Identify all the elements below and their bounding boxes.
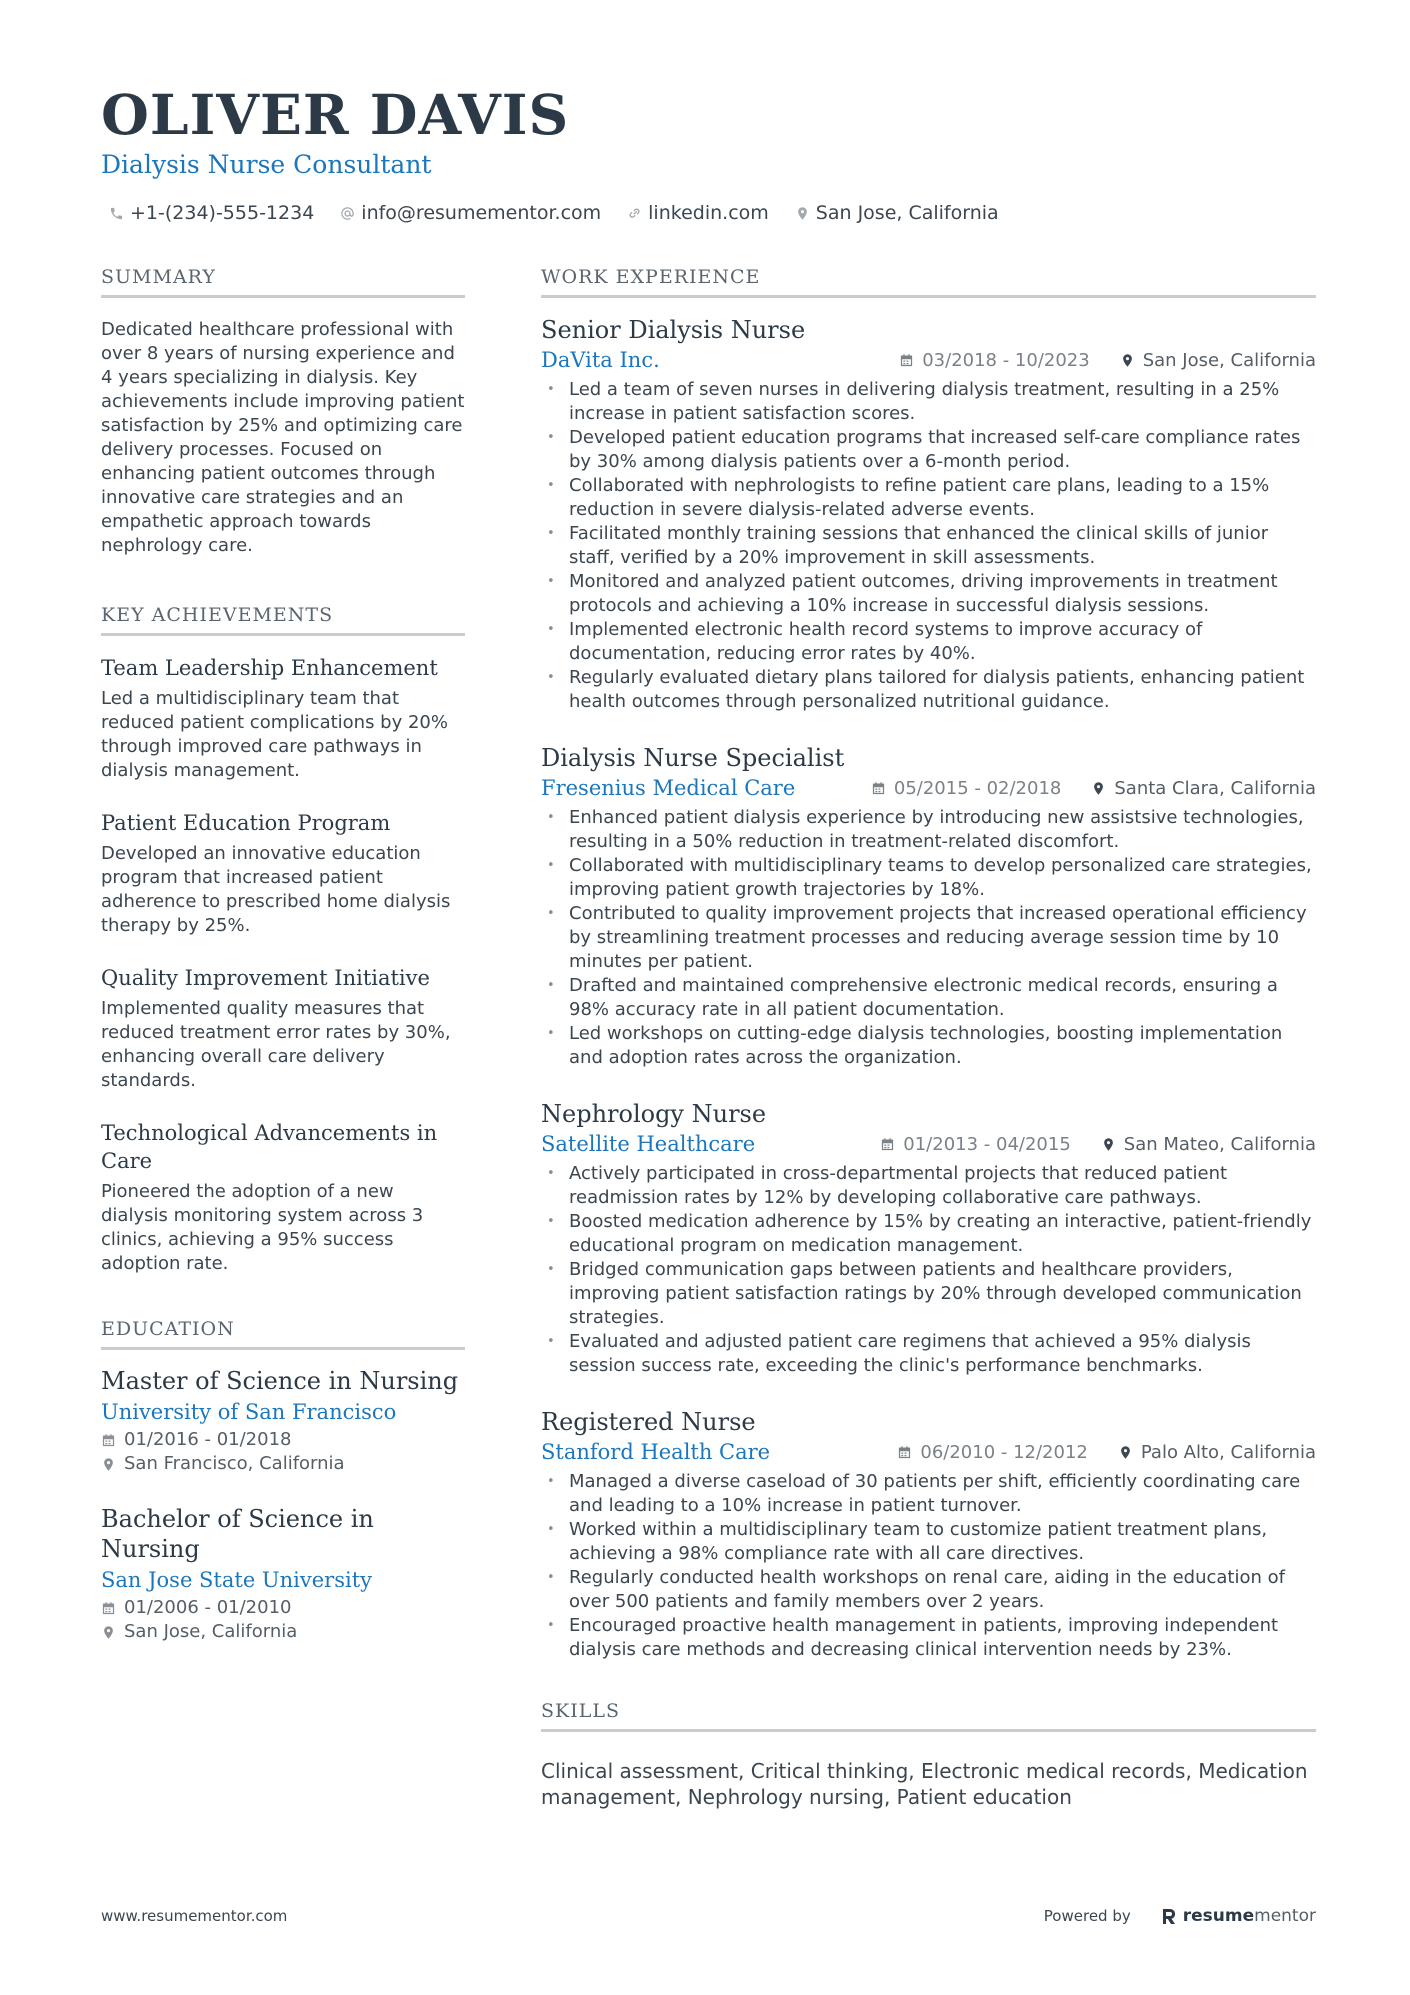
footer-website[interactable]: www.resumementor.com: [101, 1907, 288, 1925]
brand-thin: mentor: [1254, 1906, 1316, 1926]
job-company: DaVita Inc.: [541, 348, 660, 372]
job-bullet: • Led workshops on cutting-edge dialysis technologies, boosting implementation and adoption rates across the organization.: [541, 1022, 1316, 1070]
job-bullet: • Boosted medication adherence by 15% by creating an interactive, patient-friendly educational program on medication management.: [541, 1210, 1316, 1258]
job-title: Dialysis Nurse Specialist: [541, 744, 845, 772]
job-bullets: [541, 378, 1316, 714]
linkedin-text: linkedin.com: [648, 202, 769, 224]
job-meta-row: [541, 776, 1316, 800]
calendar-icon: [101, 1433, 116, 1448]
powered-by-label: Powered by: [1043, 1907, 1131, 1925]
contact-row: [109, 202, 1321, 224]
calendar-icon: [871, 781, 886, 796]
job-bullet: • Facilitated monthly training sessions that enhanced the clinical skills of junior staff, verified by a 20% improvement in skill assessments.: [541, 522, 1316, 570]
education-degree: Bachelor of Science in Nursing: [101, 1505, 374, 1563]
job-bullet: • Encouraged proactive health management in patients, improving independent dialysis care methods and decreasing clinical intervention needs by 23%.: [541, 1614, 1316, 1662]
map-pin-icon: [1101, 1137, 1116, 1152]
job-bullet: • Drafted and maintained comprehensive electronic medical records, ensuring a 98% accuracy rate in all patient documentation.: [541, 974, 1316, 1022]
education-location-text: San Jose, California: [124, 1621, 298, 1642]
right-column: [541, 266, 1316, 1810]
job-bullet: • Implemented electronic health record systems to improve accuracy of documentation, reducing error rates by 40%.: [541, 618, 1316, 666]
job-title: Registered Nurse: [541, 1408, 756, 1436]
job-location: [1101, 1134, 1316, 1155]
brand-logo[interactable]: [1161, 1906, 1316, 1926]
job-bullet: • Actively participated in cross-departmental projects that reduced patient readmission rates by 12% by developing collaborative care pathways.: [541, 1162, 1316, 1210]
skills-section: [541, 1700, 1316, 1810]
link-icon: [627, 206, 642, 221]
job-title: Senior Dialysis Nurse: [541, 316, 806, 344]
job-dates-text: 05/2015 - 02/2018: [893, 777, 1062, 799]
job-dates: [899, 350, 1090, 371]
skills-heading: SKILLS: [541, 1700, 1316, 1732]
achievement-desc: Pioneered the adoption of a new dialysis monitoring system across 3 clinics, achieving a 95% success adoption rate.: [101, 1181, 424, 1274]
achievement-item: [101, 1119, 465, 1276]
map-pin-icon: [101, 1457, 116, 1472]
education-dates: [101, 1596, 465, 1620]
contact-linkedin[interactable]: [627, 202, 769, 224]
calendar-icon: [101, 1601, 116, 1616]
job-meta: [899, 350, 1316, 371]
education-heading: EDUCATION: [101, 1318, 465, 1350]
job-entry: [541, 742, 1316, 1070]
education-school: University of San Francisco: [101, 1400, 397, 1424]
job-bullet: • Bridged communication gaps between patients and healthcare providers, improving patient satisfaction ratings by 20% through developed communication strategies.: [541, 1258, 1316, 1330]
education-dates: [101, 1428, 465, 1452]
location-text: San Jose, California: [815, 202, 999, 224]
summary-text: Dedicated healthcare professional with over 8 years of nursing experience and 4 years specializing in dialysis. Key achievements include improving patient satisfaction by 25% and optimizing care delivery processes. Focused on enhancing patient outcomes through innovative care strategies and an empathetic approach towards nephrology care.: [101, 319, 465, 556]
achievement-item: [101, 809, 465, 938]
job-dates: [871, 778, 1062, 799]
job-meta-row: [541, 1440, 1316, 1464]
job-location-text: San Mateo, California: [1123, 1133, 1316, 1155]
achievements-heading: KEY ACHIEVEMENTS: [101, 604, 465, 636]
achievement-title: Team Leadership Enhancement: [101, 656, 438, 680]
job-bullet: • Evaluated and adjusted patient care regimens that achieved a 95% dialysis session success rate, exceeding the clinic's performance benchmarks.: [541, 1330, 1316, 1378]
job-location-text: San Jose, California: [1142, 349, 1316, 371]
calendar-icon: [897, 1445, 912, 1460]
resume-header: [101, 82, 1321, 224]
achievements-section: [101, 604, 465, 1276]
job-bullet: • Collaborated with multidisciplinary teams to develop personalized care strategies, improving patient growth trajectories by 18%.: [541, 854, 1316, 902]
achievement-item: [101, 654, 465, 783]
education-location: [101, 1620, 465, 1644]
map-pin-icon: [1118, 1445, 1133, 1460]
candidate-role: Dialysis Nurse Consultant: [101, 150, 432, 179]
job-entry: [541, 314, 1316, 714]
skills-text: Clinical assessment, Critical thinking, Electronic medical records, Medication management, Nephrology nursing, Patient education: [541, 1759, 1308, 1809]
map-pin-icon: [101, 1625, 116, 1640]
job-company: Satellite Healthcare: [541, 1132, 756, 1156]
education-school: San Jose State University: [101, 1568, 373, 1592]
job-bullet: • Enhanced patient dialysis experience by introducing new assistsive technologies, resulting in a 50% reduction in treatment-related discomfort.: [541, 806, 1316, 854]
calendar-icon: [899, 353, 914, 368]
job-location: [1118, 1442, 1316, 1463]
phone-text: +1-(234)-555-1234: [130, 202, 315, 224]
contact-location: [795, 202, 999, 224]
job-company: Stanford Health Care: [541, 1440, 771, 1464]
brand-bold: resume: [1182, 1906, 1255, 1926]
education-location-text: San Francisco, California: [124, 1453, 345, 1474]
job-bullets: [541, 1162, 1316, 1378]
job-bullet: • Regularly evaluated dietary plans tailored for dialysis patients, enhancing patient health outcomes through personalized nutritional guidance.: [541, 666, 1316, 714]
job-dates: [880, 1134, 1071, 1155]
job-company: Fresenius Medical Care: [541, 776, 796, 800]
education-location: [101, 1452, 465, 1476]
job-list: [541, 314, 1316, 1662]
achievement-item: [101, 964, 465, 1093]
education-dates-text: 01/2016 - 01/2018: [124, 1429, 292, 1450]
job-location: [1120, 350, 1316, 371]
job-bullet: • Regularly conducted health workshops on renal care, aiding in the education of over 500 patients and family members over 2 years.: [541, 1566, 1316, 1614]
job-bullet: • Worked within a multidisciplinary team to customize patient treatment plans, achieving a 98% compliance rate with all care directives.: [541, 1518, 1316, 1566]
job-location-text: Santa Clara, California: [1114, 777, 1316, 799]
email-text: info@resumementor.com: [361, 202, 602, 224]
job-bullets: [541, 806, 1316, 1070]
job-location: [1091, 778, 1316, 799]
achievement-desc: Led a multidisciplinary team that reduced patient complications by 20% through improved care pathways in dialysis management.: [101, 688, 448, 781]
map-pin-icon: [795, 206, 810, 221]
job-meta: [871, 778, 1316, 799]
job-meta-row: [541, 348, 1316, 372]
job-bullet: • Led a team of seven nurses in delivering dialysis treatment, resulting in a 25% increase in patient satisfaction scores.: [541, 378, 1316, 426]
map-pin-icon: [1091, 781, 1106, 796]
map-pin-icon: [1120, 353, 1135, 368]
education-item: [101, 1366, 465, 1476]
achievement-title: Technological Advancements in Care: [101, 1121, 438, 1173]
job-bullet: • Developed patient education programs that increased self-care compliance rates by 30% among dialysis patients over a 6-month period.: [541, 426, 1316, 474]
job-dates-text: 06/2010 - 12/2012: [920, 1441, 1088, 1463]
candidate-name: OLIVER DAVIS: [101, 82, 570, 147]
job-title: Nephrology Nurse: [541, 1100, 767, 1128]
job-location-text: Palo Alto, California: [1140, 1441, 1316, 1463]
job-dates: [897, 1442, 1088, 1463]
job-meta: [897, 1442, 1316, 1463]
education-item: [101, 1504, 465, 1644]
job-bullet: • Monitored and analyzed patient outcomes, driving improvements in treatment protocols and achieving a 10% increase in successful dialysis sessions.: [541, 570, 1316, 618]
job-bullet: • Collaborated with nephrologists to refine patient care plans, leading to a 15% reduction in severe dialysis-related adverse events.: [541, 474, 1316, 522]
resumementor-logo-icon: [1161, 1907, 1177, 1925]
job-entry: [541, 1406, 1316, 1662]
achievement-title: Patient Education Program: [101, 811, 391, 835]
education-dates-text: 01/2006 - 01/2010: [124, 1597, 292, 1618]
summary-section: [101, 266, 465, 558]
summary-heading: SUMMARY: [101, 266, 465, 298]
achievement-desc: Implemented quality measures that reduced treatment error rates by 30%, enhancing overall care delivery standards.: [101, 998, 451, 1091]
contact-phone[interactable]: [109, 202, 314, 224]
education-degree: Master of Science in Nursing: [101, 1367, 459, 1395]
achievement-desc: Developed an innovative education program that increased patient adherence to prescribed home dialysis therapy by 25%.: [101, 843, 451, 936]
at-icon: [340, 206, 355, 221]
page-footer: [101, 1906, 1316, 1926]
calendar-icon: [880, 1137, 895, 1152]
job-entry: [541, 1098, 1316, 1378]
job-dates-text: 01/2013 - 04/2015: [903, 1133, 1071, 1155]
education-section: [101, 1318, 465, 1644]
job-bullets: [541, 1470, 1316, 1662]
phone-icon: [109, 206, 124, 221]
contact-email[interactable]: [340, 202, 601, 224]
footer-branding: [1044, 1906, 1316, 1926]
job-meta: [880, 1134, 1316, 1155]
job-bullet: • Managed a diverse caseload of 30 patients per shift, efficiently coordinating care and leading to a 10% increase in patient turnover.: [541, 1470, 1316, 1518]
experience-heading: WORK EXPERIENCE: [541, 266, 1316, 298]
job-dates-text: 03/2018 - 10/2023: [922, 349, 1090, 371]
job-meta-row: [541, 1132, 1316, 1156]
left-column: [101, 266, 465, 1672]
job-bullet: • Contributed to quality improvement projects that increased operational efficiency by streamlining treatment processes and reducing average session time by 10 minutes per patient.: [541, 902, 1316, 974]
achievement-title: Quality Improvement Initiative: [101, 966, 430, 990]
